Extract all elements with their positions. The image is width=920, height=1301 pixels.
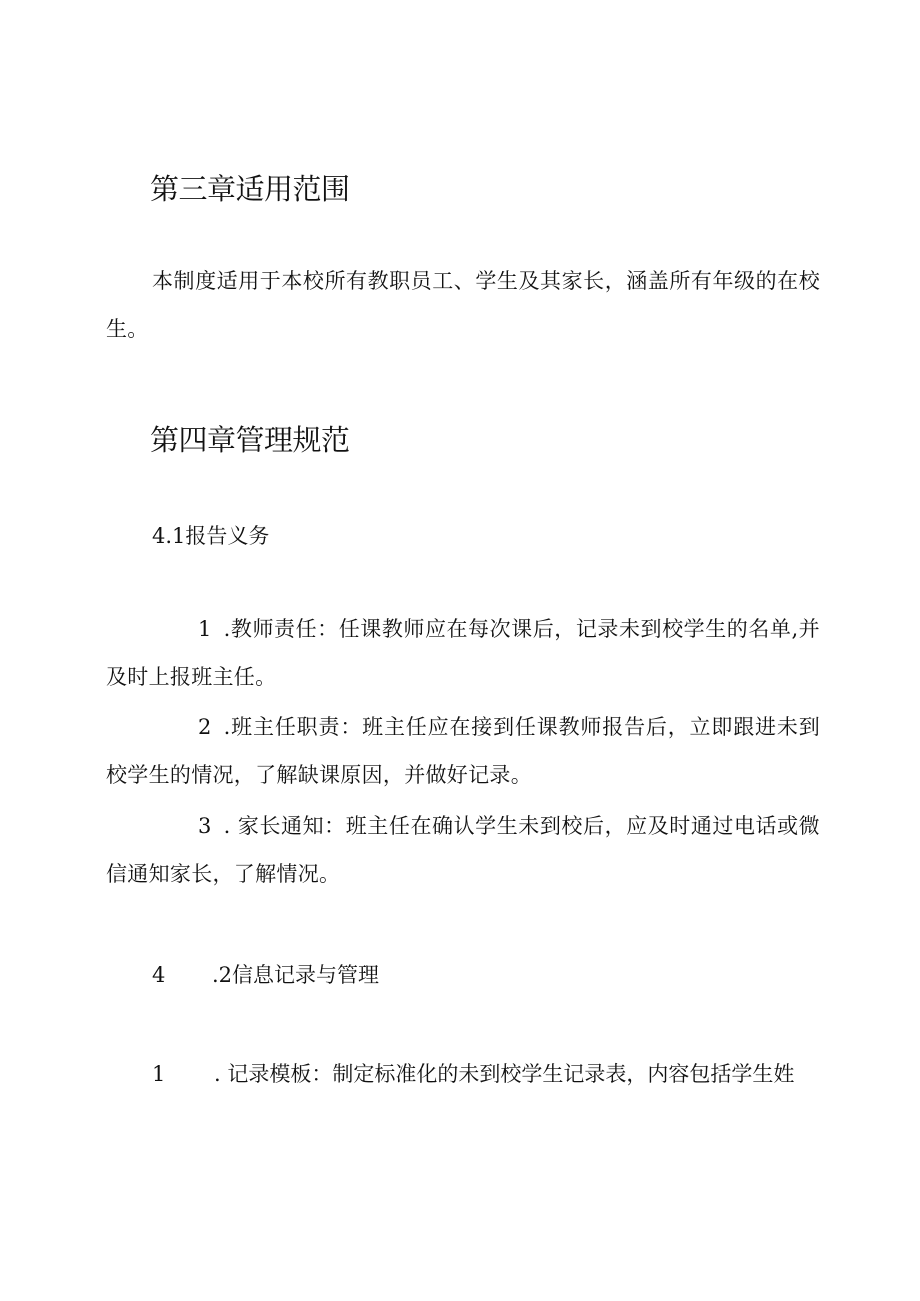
item-number: 1 [198, 617, 212, 641]
section-title-text: .2信息记录与管理 [212, 963, 380, 987]
item-text: .教师责任：任课教师应在每次课后，记录未到校学生的名单,并及时上报班主任。 [106, 617, 820, 689]
item-text: . 家长通知：班主任在确认学生未到校后，应及时通过电话或微信通知家长，了解情况。 [106, 814, 820, 886]
item-text: .班主任职责：班主任应在接到任课教师报告后，立即跟进未到校学生的情况，了解缺课原因，并做好记录。 [106, 715, 820, 787]
section-4-2-title [152, 960, 379, 990]
section-4-1-item-3 [106, 802, 820, 898]
section-number: 4 [152, 963, 166, 987]
item-number: 2 [198, 715, 212, 739]
item-number: 1 [152, 1062, 166, 1086]
item-text: . 记录模板：制定标准化的未到校学生记录表，内容包括学生姓 [214, 1062, 795, 1086]
section-4-1-title: 4.1报告义务 [152, 524, 270, 548]
section-4-2-item-1 [152, 1059, 794, 1089]
chapter-3-body: 本制度适用于本校所有教职员工、学生及其家长，涵盖所有年级的在校生。 [106, 269, 820, 341]
section-4-1-item-1 [106, 605, 820, 701]
section-4-1-item-2 [106, 703, 820, 799]
item-number: 3 [198, 814, 212, 838]
chapter-4-title: 第四章管理规范 [150, 423, 350, 457]
chapter-3-title: 第三章适用范围 [150, 172, 350, 206]
